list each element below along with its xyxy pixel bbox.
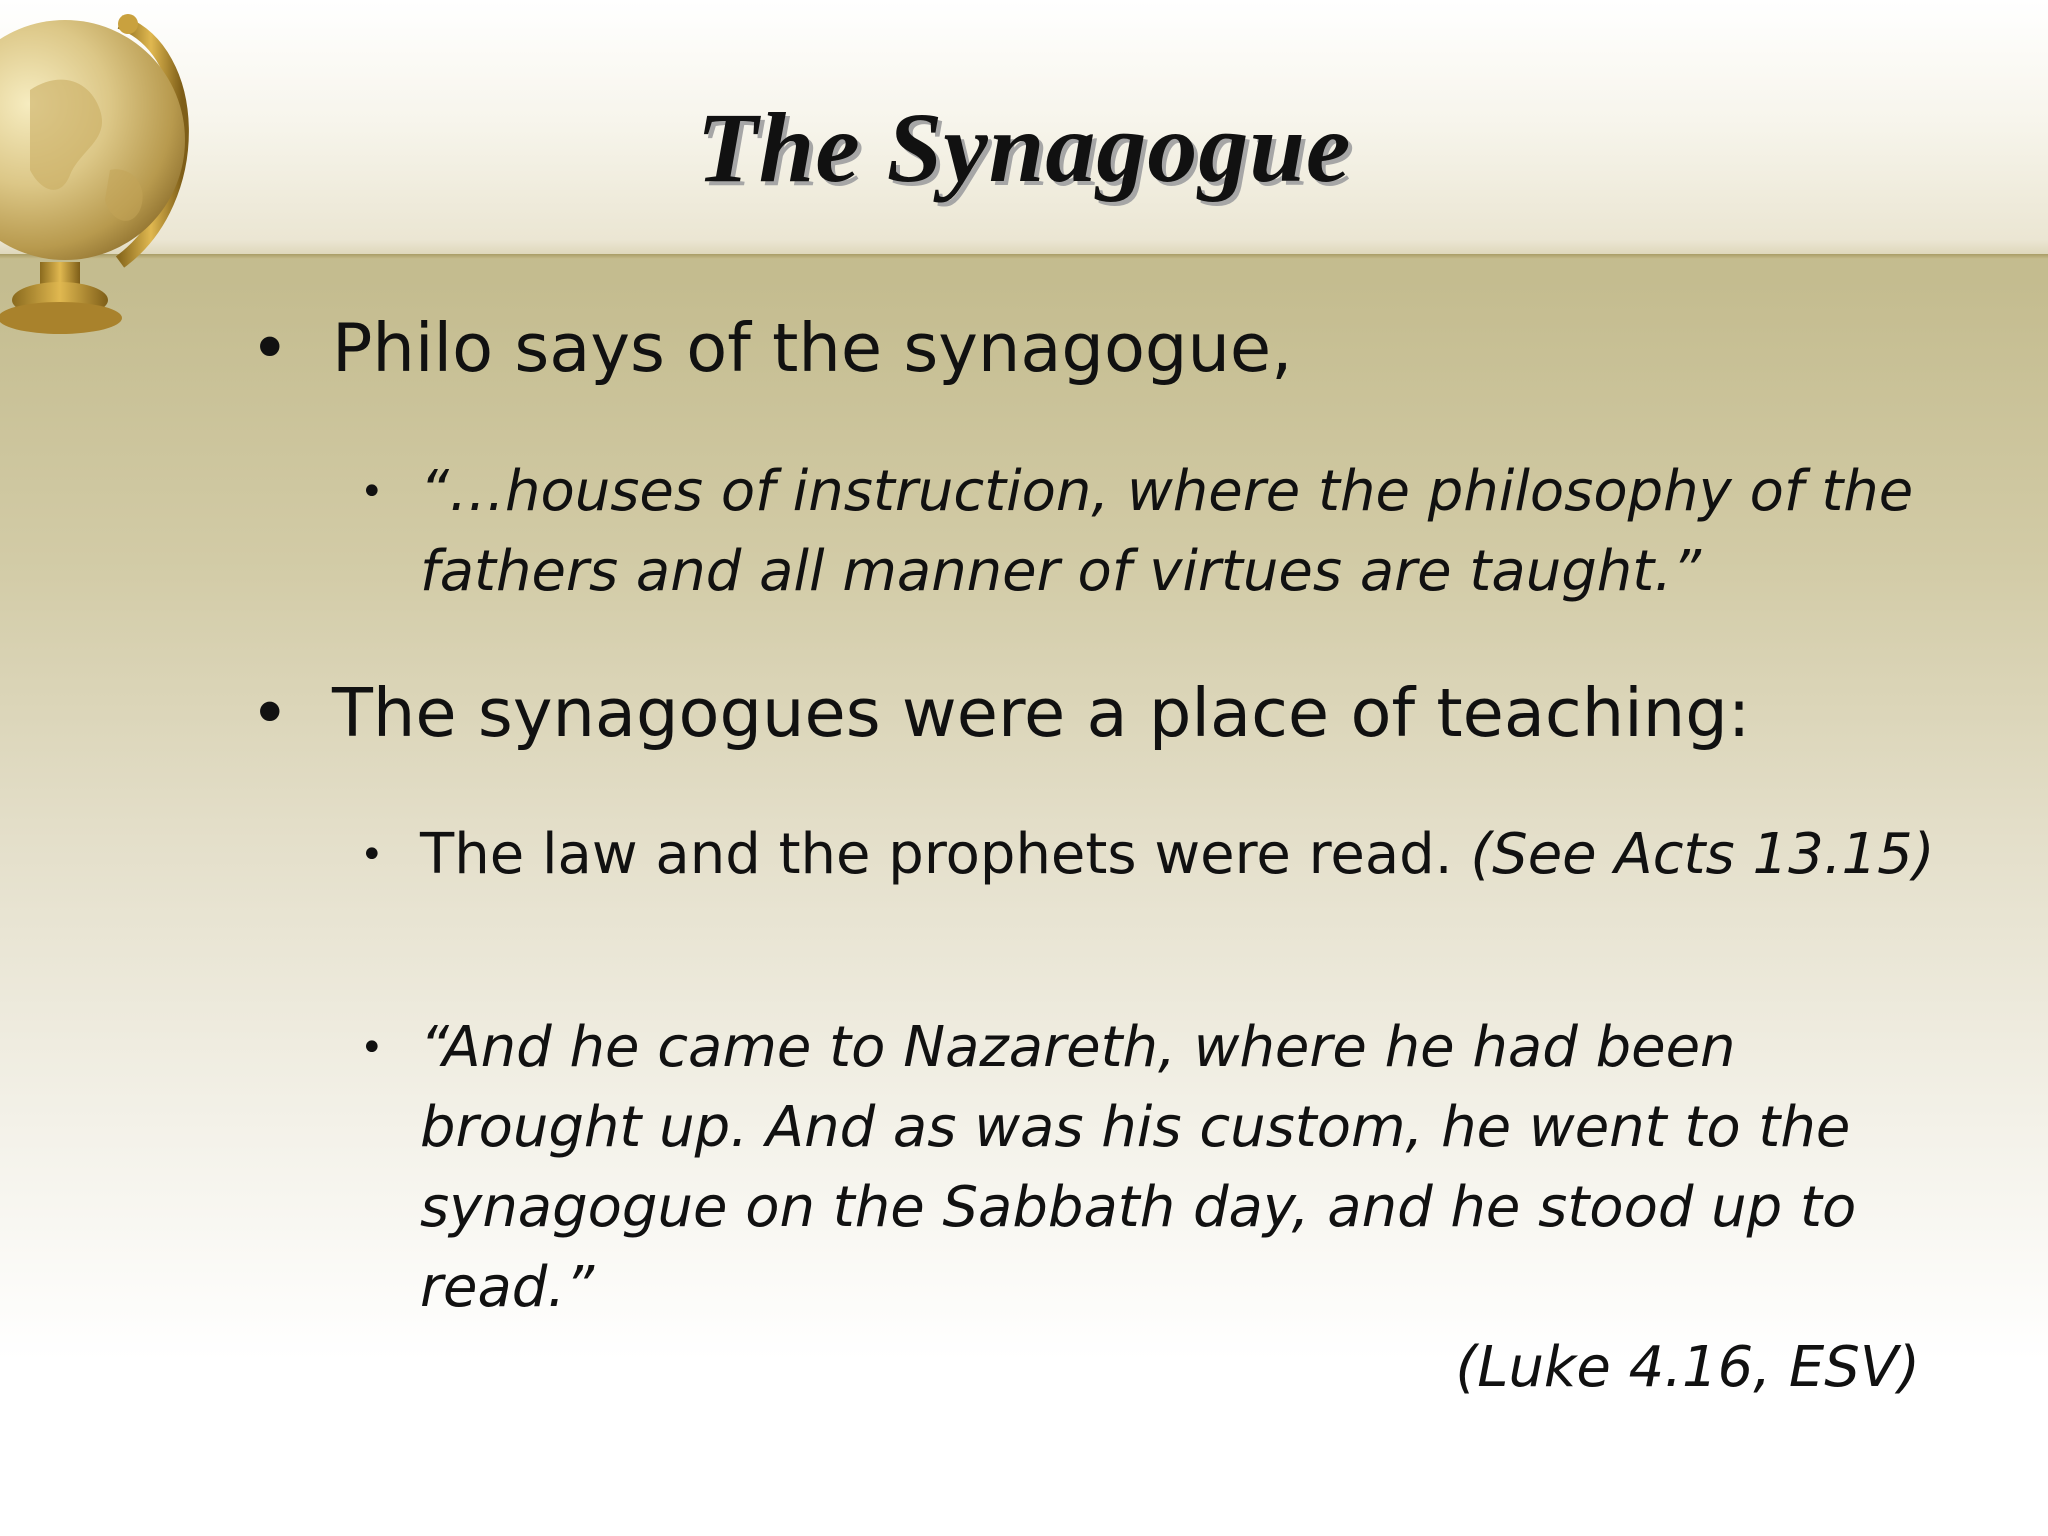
sub-bullet-marker: •	[360, 1025, 384, 1071]
bullet-marker: •	[250, 674, 290, 752]
scripture-citation: (Luke 4.16, ESV)	[1455, 1335, 1920, 1400]
sub-bullet-text: The law and the prophets were read.	[420, 822, 1471, 887]
sub-bullet-item	[360, 452, 1970, 612]
sub-bullet-marker: •	[360, 469, 384, 515]
sub-bullet-text-wrap	[420, 815, 1970, 895]
sub-bullet-item	[360, 815, 1970, 895]
bullet-text: Philo says of the synagogue,	[332, 309, 1293, 387]
bullet-text: The synagogues were a place of teaching:	[332, 674, 1751, 752]
scripture-reference: (See Acts 13.15)	[1470, 822, 1935, 887]
sub-bullet-item	[360, 1008, 1970, 1328]
bullet-marker: •	[250, 309, 290, 387]
sub-bullet-marker: •	[360, 832, 384, 878]
sub-bullet-text: “…houses of instruction, where the philosophy of the fathers and all manner of virtues are taught.”	[420, 459, 1914, 604]
slide-title: The Synagogue	[696, 92, 1352, 203]
sub-bullet-text: “And he came to Nazareth, where he had been brought up. And as was his custom, he went to the synagogue on the Sabbath day, and he stood up to read.”	[420, 1015, 1857, 1320]
